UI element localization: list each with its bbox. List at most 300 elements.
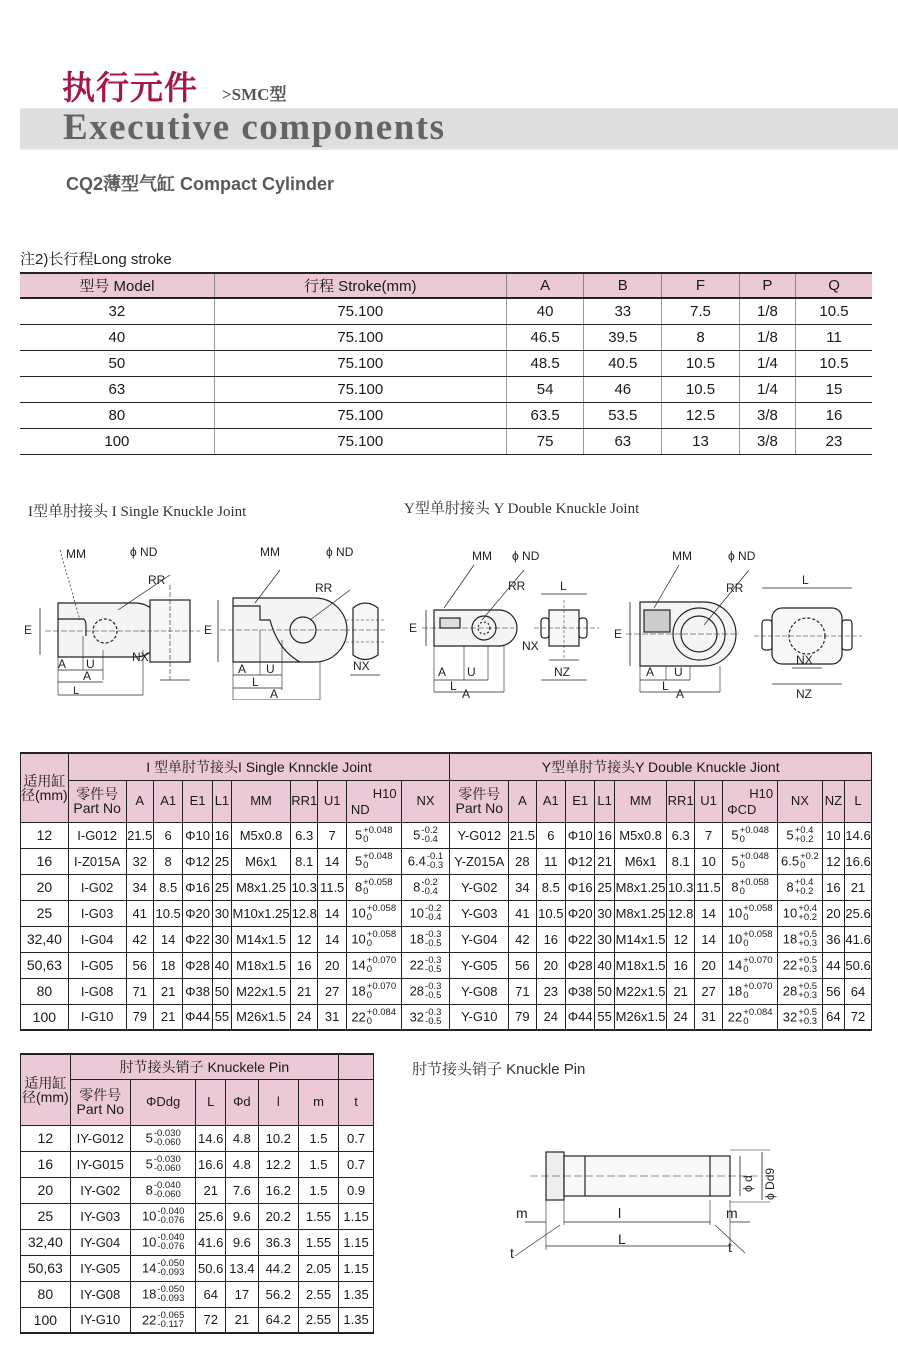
tolerance-upper: -0.1 (426, 851, 444, 862)
table-cell: 12.8 (291, 900, 318, 926)
tolerance-upper: +0.058 (366, 929, 397, 940)
table-cell: M22x1.5 (614, 978, 667, 1004)
table-cell: 14 (318, 926, 346, 952)
label-a1-4: A (646, 665, 655, 679)
table-cell: 42 (126, 926, 153, 952)
nx-cell (401, 978, 450, 1004)
l-cell: 50.6 (845, 952, 872, 978)
part-no-cell: I-G10 (68, 1004, 126, 1030)
nx-cell (778, 848, 823, 874)
table-cell: Φ38 (566, 978, 595, 1004)
tolerance (154, 1155, 181, 1173)
tolerance-lower: 0 (800, 860, 806, 871)
table-cell: Φ20 (183, 900, 212, 926)
tolerance-upper: +0.5 (798, 981, 818, 992)
tolerance (425, 930, 441, 948)
part-no-cell: IY-G05 (70, 1255, 130, 1281)
label-mm-2: MM (260, 545, 280, 559)
table-cell: 8.5 (153, 874, 182, 900)
table-row (21, 822, 872, 848)
table-header-row (20, 273, 872, 298)
table-row (21, 848, 872, 874)
tolerance-base: 22 (409, 957, 425, 973)
tolerance-lower: -0.5 (425, 938, 442, 949)
tolerance-base: 5 (786, 827, 794, 843)
tolerance-base: 5 (731, 827, 739, 843)
tolerance-upper: +0.084 (366, 1006, 397, 1018)
l-cell: 72 (845, 1004, 872, 1030)
table-cell: M8x1.25 (614, 874, 667, 900)
table-row (21, 900, 872, 926)
table-cell: 46 (584, 376, 662, 402)
nx-cell (778, 822, 823, 848)
tolerance (800, 852, 819, 870)
column-header: ΦDdg (130, 1079, 196, 1125)
tolerance (798, 904, 817, 922)
cd-cell (723, 900, 778, 926)
tolerance (363, 878, 392, 896)
table-cell: 75 (506, 428, 584, 454)
tolerance-base: 5 (354, 827, 363, 843)
tolerance-lower: +0.3 (798, 964, 818, 975)
table-cell: 6.3 (291, 822, 318, 848)
table-cell: 9.6 (226, 1203, 259, 1229)
label-a1-2: A (238, 662, 247, 676)
table-cell: 71 (509, 978, 536, 1004)
single-knuckle-drawing (20, 530, 400, 700)
part-no-cell: IY-G04 (70, 1229, 130, 1255)
tolerance-lower: 0 (743, 964, 749, 975)
part-no-en: Part No (455, 800, 503, 816)
single-joint-body (58, 603, 162, 657)
pin-label-t-right: t (728, 1239, 732, 1255)
label-l1-2: L (252, 675, 259, 689)
tolerance (367, 1008, 396, 1026)
nx-cell (401, 900, 450, 926)
bore-cell: 20 (21, 1177, 71, 1203)
table-cell: 31 (318, 1004, 346, 1030)
table-cell: 10.2 (258, 1125, 298, 1151)
table-row (20, 350, 872, 376)
tolerance-base: 5 (354, 853, 363, 869)
pin-label-l-small: l (618, 1205, 622, 1221)
tolerance-base: 10 (727, 931, 743, 947)
part-no-cell: IY-G08 (70, 1281, 130, 1307)
ddg-cell (130, 1203, 196, 1229)
table-cell: 75.100 (214, 376, 506, 402)
table-cell: 48.5 (506, 350, 584, 376)
label-a-2: A (270, 687, 279, 700)
table-cell: 1.5 (298, 1125, 338, 1151)
part-no-header (450, 780, 509, 822)
nz-cell: 44 (822, 952, 844, 978)
column-header: RR1 (667, 780, 694, 822)
table-cell: 21.5 (126, 822, 153, 848)
table-cell: 21 (196, 1177, 226, 1203)
tolerance-upper: -0.3 (425, 955, 442, 966)
tolerance-lower: 0 (743, 912, 749, 923)
table-cell: 32 (20, 298, 214, 324)
nd-label: ND (350, 801, 370, 817)
table-cell: 50 (212, 978, 231, 1004)
table-cell: 75.100 (214, 324, 506, 350)
table-cell: Φ12 (566, 848, 595, 874)
table-cell: 20 (318, 952, 346, 978)
label-rr: RR (148, 573, 166, 587)
l-cell: 21 (845, 874, 872, 900)
column-header: Φd (226, 1079, 259, 1125)
table-cell: 7 (318, 822, 346, 848)
tolerance (740, 878, 769, 896)
table-cell: 6.3 (667, 822, 694, 848)
table-cell: 12.8 (667, 900, 694, 926)
table-cell: 40 (595, 952, 614, 978)
table-cell: 64.2 (258, 1307, 298, 1333)
table-cell: 50 (595, 978, 614, 1004)
table-cell: 0.9 (339, 1177, 374, 1203)
ddg-cell (130, 1177, 196, 1203)
part-no-cell: IY-G015 (70, 1151, 130, 1177)
table-cell: 12 (291, 926, 318, 952)
column-header: A (506, 273, 584, 298)
table-cell: M6x1 (232, 848, 291, 874)
nx-cell (778, 978, 823, 1004)
table-cell: 16.6 (196, 1151, 226, 1177)
tolerance-upper: -0.030 (153, 1154, 181, 1165)
table-cell: 4.8 (226, 1125, 259, 1151)
pin-figure-title: 肘节接头销子 Knuckle Pin (412, 1061, 586, 1078)
label-a1-3: A (438, 665, 447, 679)
table-cell: 41 (509, 900, 536, 926)
tolerance-upper: +0.5 (798, 929, 818, 940)
bore-cell: 32,40 (21, 1229, 71, 1255)
bore-header: 适用缸径(mm) (21, 753, 69, 822)
bore-cell: 80 (21, 978, 69, 1004)
table-cell: 12.5 (662, 402, 740, 428)
label-nx-3: NX (522, 639, 539, 653)
part-no-cell: I-G02 (68, 874, 126, 900)
table-row (21, 1177, 374, 1203)
cd-cell (723, 874, 778, 900)
tolerance-upper: +0.084 (743, 1006, 773, 1018)
table-cell: 21 (153, 978, 182, 1004)
table-row (21, 1125, 374, 1151)
tolerance-upper: +0.058 (743, 903, 773, 914)
table-cell: 71 (126, 978, 153, 1004)
nx-cell (401, 926, 450, 952)
table-cell: 17 (226, 1281, 259, 1307)
tolerance-upper: +0.048 (363, 825, 393, 836)
table-cell: 40.5 (584, 350, 662, 376)
bore-cell: 16 (21, 848, 69, 874)
table-cell: 75.100 (214, 298, 506, 324)
table-cell: 12.2 (258, 1151, 298, 1177)
nd-cell (346, 952, 401, 978)
table-cell: M5x0.8 (232, 822, 291, 848)
tolerance-base: 8 (731, 879, 739, 895)
table-cell: 20 (694, 952, 722, 978)
table-cell: 12 (667, 926, 694, 952)
column-header: A (126, 780, 153, 822)
tolerance-lower: 0 (366, 938, 373, 949)
nz-cell: 16 (822, 874, 844, 900)
table-row (21, 1203, 374, 1229)
label-nx: NX (132, 650, 149, 664)
cd-cell (723, 926, 778, 952)
column-header: F (662, 273, 740, 298)
label-l1-3: L (450, 679, 457, 693)
nx-cell (778, 900, 823, 926)
double-knuckle-title: Y型单肘接头 Y Double Knuckle Joint (404, 501, 640, 517)
tolerance-upper: -0.2 (421, 825, 438, 836)
column-header: MM (232, 780, 291, 822)
column-header: U1 (318, 780, 346, 822)
table-cell: Φ20 (566, 900, 595, 926)
table-cell: 28 (509, 848, 536, 874)
single-knuckle-title: I型单肘接头 I Single Knuckle Joint (28, 504, 247, 520)
table-cell: 24 (536, 1004, 565, 1030)
table-cell: 30 (595, 926, 614, 952)
table-cell: 14.6 (196, 1125, 226, 1151)
tolerance-upper: -0.2 (425, 903, 442, 914)
table-cell: 16 (536, 926, 565, 952)
pin-label-Dd9: ϕ Dd9 (763, 1167, 777, 1200)
part-no-cn: 零件号 (79, 1087, 122, 1103)
table-cell: 34 (509, 874, 536, 900)
table-cell: 25 (212, 848, 231, 874)
tolerance-lower: -0.3 (426, 860, 444, 871)
ddg-cell (130, 1281, 196, 1307)
table-cell: 40 (20, 324, 214, 350)
table-cell: 79 (509, 1004, 536, 1030)
table-cell: 72 (196, 1307, 226, 1333)
nd-cell (346, 926, 401, 952)
table-cell: 55 (212, 1004, 231, 1030)
table-row (20, 298, 872, 324)
nd-cell (346, 874, 401, 900)
column-header: NX (778, 780, 823, 822)
label-nz-3: NZ (554, 665, 570, 679)
part-no-cell: I-G08 (68, 978, 126, 1004)
nx-cell (401, 874, 450, 900)
table-cell: 40 (212, 952, 231, 978)
column-header: NZ (822, 780, 844, 822)
table-cell: 41 (126, 900, 153, 926)
table-cell: 2.55 (298, 1307, 338, 1333)
column-header: E1 (183, 780, 212, 822)
table-cell: 21 (153, 1004, 182, 1030)
part-no-cell: Y-G04 (450, 926, 509, 952)
tolerance-upper: -0.065 (157, 1309, 185, 1321)
table-cell: 54 (506, 376, 584, 402)
column-header: 型号 Model (20, 273, 214, 298)
tolerance-lower: -0.093 (157, 1267, 185, 1278)
column-header: L1 (212, 780, 231, 822)
table-cell: 10.5 (536, 900, 565, 926)
tolerance-base: 5 (731, 853, 739, 869)
tolerance-base: 14 (351, 957, 366, 973)
tolerance-lower: +0.2 (794, 886, 814, 897)
table-cell: 75.100 (214, 350, 506, 376)
tolerance (157, 1259, 184, 1277)
label-u1-3: U (467, 665, 476, 679)
tolerance (367, 982, 396, 1000)
nd-header (346, 780, 401, 822)
column-header: L (196, 1079, 226, 1125)
tolerance-upper: +0.048 (739, 825, 769, 836)
table-cell: Φ22 (566, 926, 595, 952)
table-cell: M6x1 (614, 848, 667, 874)
knuckle-joint-table (20, 752, 872, 1031)
tolerance (798, 982, 817, 1000)
tolerance-upper: -0.2 (421, 877, 438, 888)
knuckle-pin-table (20, 1053, 374, 1334)
table-cell: 16.2 (258, 1177, 298, 1203)
part-no-cell: I-G012 (68, 822, 126, 848)
table-cell: 1.15 (339, 1255, 374, 1281)
tolerance-upper: +0.070 (743, 981, 773, 992)
tolerance-upper: -0.040 (157, 1232, 185, 1243)
tolerance-upper: +0.4 (798, 903, 818, 914)
tolerance (740, 852, 769, 870)
table-row (21, 1281, 374, 1307)
tolerance-upper: +0.5 (798, 1006, 818, 1018)
table-cell: 16 (291, 952, 318, 978)
tolerance (798, 930, 817, 948)
ddg-cell (130, 1151, 196, 1177)
label-l1: L (73, 685, 80, 697)
table-cell: 6 (536, 822, 565, 848)
cd-cell (723, 848, 778, 874)
label-e1-2: E (204, 623, 213, 637)
tolerance-upper: +0.058 (366, 903, 397, 914)
tolerance-base: 14 (141, 1260, 157, 1276)
tolerance (743, 982, 772, 1000)
table-cell: 1/4 (739, 376, 795, 402)
table-cell: 75.100 (214, 428, 506, 454)
table-cell: 2.55 (298, 1281, 338, 1307)
table-cell: 30 (212, 900, 231, 926)
table-cell: 23 (536, 978, 565, 1004)
tolerance-base: 28 (782, 983, 798, 999)
single-group-header: I 型单肘节接头I Single Knnckle Joint (68, 753, 450, 780)
table-cell: 56.2 (258, 1281, 298, 1307)
table-cell: 10.5 (796, 350, 872, 376)
column-header: E1 (566, 780, 595, 822)
table-cell: 1.5 (298, 1151, 338, 1177)
table-cell: Φ44 (566, 1004, 595, 1030)
tolerance-base: 5 (413, 827, 421, 843)
tolerance-lower: -0.5 (425, 964, 442, 975)
table-cell: 11 (796, 324, 872, 350)
table-cell: 20.2 (258, 1203, 298, 1229)
table-row (21, 1255, 374, 1281)
column-header: Q (796, 273, 872, 298)
pin-label-d: ϕ d (741, 1175, 755, 1192)
table-cell: 21 (291, 978, 318, 1004)
table-cell: 42 (509, 926, 536, 952)
tolerance-base: 10 (141, 1234, 157, 1250)
tolerance-lower: +0.3 (798, 938, 818, 949)
tolerance-lower: +0.3 (798, 1015, 818, 1027)
table-cell: 10.3 (291, 874, 318, 900)
pin-label-L: L (618, 1231, 626, 1247)
table-cell: 1/4 (739, 350, 795, 376)
tolerance-base: 8 (145, 1182, 153, 1198)
cd-cell (723, 952, 778, 978)
table-cell: 1/8 (739, 298, 795, 324)
tolerance-base: 10 (782, 905, 798, 921)
column-header: A1 (536, 780, 565, 822)
table-cell: 32 (126, 848, 153, 874)
tolerance-base: 8 (354, 879, 363, 895)
label-rr-4: RR (726, 581, 744, 595)
part-no-cell: I-Z015A (68, 848, 126, 874)
part-no-cn: 零件号 (76, 786, 119, 802)
tolerance-upper: -0.040 (157, 1206, 185, 1217)
nx-cell (778, 926, 823, 952)
tolerance-lower: -0.060 (153, 1137, 181, 1148)
table-cell: 79 (126, 1004, 153, 1030)
tolerance-lower: 0 (363, 860, 369, 871)
bore-cell: 50,63 (21, 952, 69, 978)
tolerance-lower: -0.4 (421, 886, 438, 897)
table-cell: M10x1.25 (232, 900, 291, 926)
part-no-cell: Y-G02 (450, 874, 509, 900)
table-cell: 56 (509, 952, 536, 978)
tolerance-upper: -0.050 (157, 1258, 185, 1269)
tolerance-upper: +0.058 (743, 929, 773, 940)
table-cell: 10.5 (662, 376, 740, 402)
table-cell: 0.7 (339, 1125, 374, 1151)
tolerance-base: 5 (145, 1156, 153, 1172)
table-cell: M14x1.5 (614, 926, 667, 952)
table-cell: 80 (20, 402, 214, 428)
tolerance-base: 10 (351, 931, 366, 947)
tolerance-upper: +0.4 (794, 877, 814, 888)
tolerance (425, 956, 441, 974)
table-cell: 0.7 (339, 1151, 374, 1177)
l-cell: 16.6 (845, 848, 872, 874)
table-cell: 1.5 (298, 1177, 338, 1203)
table-cell: Φ22 (183, 926, 212, 952)
table-cell: 7 (694, 822, 722, 848)
bore-cell: 80 (21, 1281, 71, 1307)
table-cell: 75.100 (214, 402, 506, 428)
part-no-cell: Y-G012 (450, 822, 509, 848)
label-mm: MM (66, 547, 86, 561)
table-cell: 31 (694, 1004, 722, 1030)
tolerance-upper: +0.058 (363, 877, 393, 888)
cd-cell (723, 978, 778, 1004)
table-cell: 1.15 (339, 1203, 374, 1229)
table-cell: 7.5 (662, 298, 740, 324)
table-cell: Φ10 (566, 822, 595, 848)
tolerance-base: 32 (782, 1009, 798, 1025)
tolerance-upper: +0.070 (366, 981, 397, 992)
table-cell: 21.5 (509, 822, 536, 848)
label-u1-2: U (266, 662, 275, 676)
tolerance-lower: -0.117 (157, 1318, 184, 1330)
table-cell: 16 (796, 402, 872, 428)
tolerance-upper: +0.070 (743, 955, 773, 966)
table-row (20, 402, 872, 428)
column-header: L1 (595, 780, 614, 822)
tolerance-base: 5 (145, 1130, 153, 1146)
part-no-cell: Y-Z015A (450, 848, 509, 874)
tolerance-base: 18 (351, 983, 366, 999)
table-cell: 15 (796, 376, 872, 402)
